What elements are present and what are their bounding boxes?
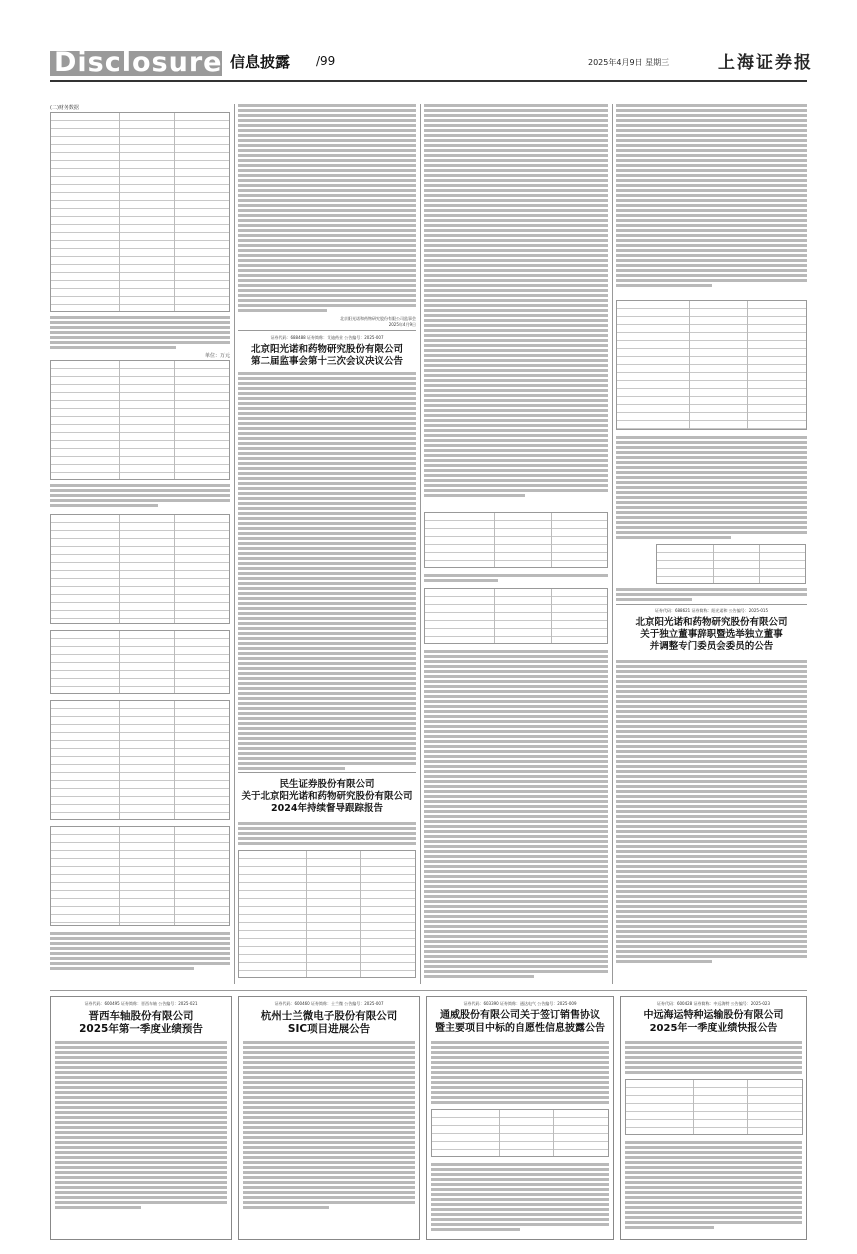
results-table [625, 1079, 803, 1135]
body-text [238, 822, 416, 847]
info-table [50, 514, 230, 624]
company-name: 北京阳光诺和药物研究股份有限公司 [635, 617, 788, 628]
masthead-rule [50, 80, 807, 82]
body-text [424, 574, 608, 584]
column-2 [238, 104, 416, 984]
body-text [424, 104, 608, 499]
issue-date: 2025年4月9日 星期三 [588, 58, 670, 67]
column-divider [420, 104, 421, 984]
jinxi-axle-announcement [50, 996, 232, 1240]
info-table [50, 700, 230, 820]
announcement-title-line-2: 并调整专门委员会委员的公告 [649, 640, 774, 652]
body-text [431, 1163, 609, 1233]
unit-label: 单位：万元 [204, 353, 230, 359]
column-1 [50, 104, 230, 984]
announcement-title: 第二届监事会第十三次会议决议公告 [250, 355, 403, 367]
small-table [656, 544, 806, 584]
announcement-divider [238, 330, 416, 331]
independent-director-announcement [616, 608, 807, 653]
signature-block: 北京阳光诺和药物研究股份有限公司监事会 2025年4月9日 [340, 316, 416, 327]
brand-word: Disclosure [54, 47, 223, 78]
stock-code-line: 证券代码：603390 证券简称：通达电气 公告编号：2025-009 [463, 1001, 577, 1006]
column-divider [234, 104, 235, 984]
company-name: 北京阳光诺和药物研究股份有限公司 [250, 344, 403, 355]
body-text [50, 932, 230, 972]
board-resolution-announcement [238, 335, 416, 368]
stock-code-line: 证券代码：600428 证券简称：中远海特 公告编号：2025-023 [656, 1001, 771, 1006]
financial-table [424, 588, 608, 644]
announcement-divider [238, 772, 416, 773]
announcement-title-line-1: 关于独立董事辞职暨选举独立董事 [640, 628, 783, 640]
body-text [431, 1041, 609, 1106]
announcement-divider [616, 604, 807, 605]
section-title: 信息披露 [230, 53, 291, 71]
info-table [50, 630, 230, 694]
stock-code-line: 证券代码：600495 证券简称：晋西车轴 公告编号：2025-021 [84, 1001, 198, 1006]
column-4 [616, 104, 807, 984]
revenue-table [50, 360, 230, 480]
body-text [616, 588, 807, 603]
company-name: 晋西车轴股份有限公司 [88, 1010, 194, 1022]
body-text [616, 104, 807, 289]
company-name: 民生证券股份有限公司 [279, 779, 375, 790]
body-text [424, 650, 608, 980]
column-divider [612, 104, 613, 984]
stock-code-line: 证券代码：688488 证券简称：艾迪药业 公告编号：2025-007 [270, 335, 384, 340]
company-name: 杭州士兰微电子股份有限公司 [260, 1010, 398, 1022]
body-text [55, 1041, 227, 1211]
body-text [625, 1041, 802, 1076]
masthead [0, 0, 857, 86]
cosco-shipping-announcement [620, 996, 807, 1240]
body-text [625, 1141, 802, 1231]
tongcheng-announcement [426, 996, 614, 1240]
body-text [50, 484, 230, 509]
stock-code-line: 证券代码：600460 证券简称：士兰微 公告编号：2025-007 [274, 1001, 384, 1006]
sponsor-table [238, 850, 416, 978]
shareholder-table [616, 300, 807, 430]
announcement-title: 暨主要项目中标的自愿性信息披露公告 [435, 1022, 605, 1034]
company-name: 中远海运特种运输股份有限公司 [643, 1010, 784, 1021]
section-divider [50, 990, 807, 991]
announcement-title: 2025年第一季度业绩预告 [79, 1023, 203, 1036]
body-text [238, 372, 416, 772]
hangzhou-silan-announcement [238, 996, 420, 1240]
body-text [616, 436, 807, 541]
announcement-title: SIC项目进展公告 [287, 1023, 371, 1036]
info-table [50, 826, 230, 926]
sponsor-report-announcement [238, 779, 416, 815]
contract-table [431, 1109, 609, 1157]
table-caption: (二)财务数据 [50, 105, 79, 111]
financial-table [50, 112, 230, 312]
body-text [50, 316, 230, 351]
column-3 [424, 104, 608, 984]
financial-table [424, 512, 608, 568]
announcement-subtitle: 关于北京阳光诺和药物研究股份有限公司 [241, 790, 413, 802]
announcement-title: 2025年一季度业绩快报公告 [649, 1022, 778, 1034]
body-text [616, 660, 807, 965]
stock-code-line: 证券代码：688621 证券简称：阳光诺和 公告编号：2025-015 [654, 608, 769, 613]
body-text [243, 1041, 415, 1211]
company-name: 通威股份有限公司关于签订销售协议 [440, 1010, 600, 1021]
page-number: /99 [316, 54, 336, 68]
body-text [238, 104, 416, 314]
announcement-title: 2024年持续督导跟踪报告 [271, 802, 383, 814]
paper-name: 上海证券报 [718, 53, 813, 73]
